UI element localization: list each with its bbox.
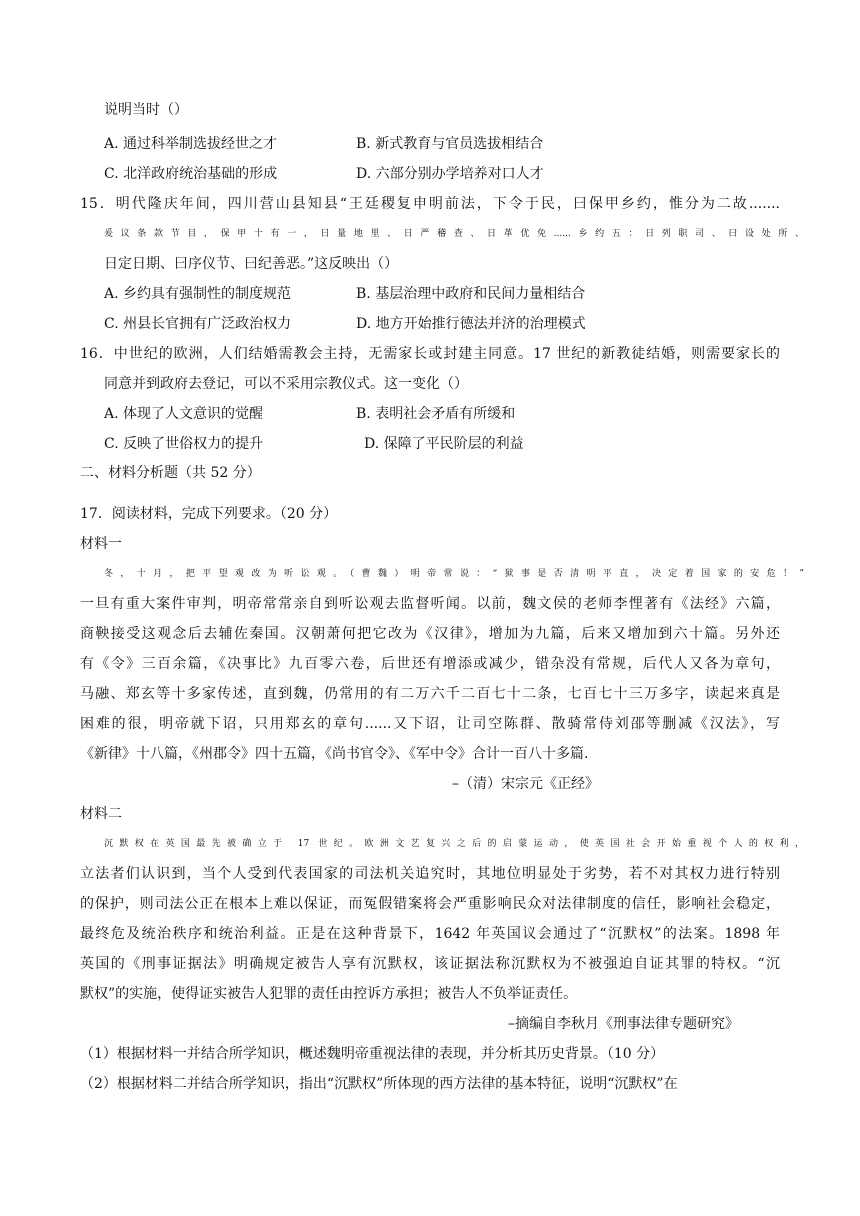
q16-option-a: A. 体现了人文意识的觉醒 (104, 406, 264, 422)
q16-stem-line-2: 同意并到政府去登记，可以不采用宗教仪式。这一变化（） (104, 376, 468, 392)
q16-option-c: C. 反映了世俗权力的提升 (104, 436, 264, 452)
material-2-line: 英国的《刑事证据法》明确规定被告人享有沉默权，该证据法称沉默权为不被强迫自证其罪的特权。“沉 (80, 956, 780, 972)
q15-stem-line-1: 15．明代隆庆年间，四川营山县知县“王廷稷复申明前法，下令于民，曰保甲乡约，惟分为二故....... (80, 196, 780, 212)
material-1-line: 困难的很，明帝就下诏，只用郑玄的章句......又下诏，让司空陈群、散骑常侍刘邵等删减《汉法》，写 (80, 716, 780, 732)
material-2-line: 的保护，则司法公正在根本上难以保证，而冤假错案将会严重影响民众对法律制度的信任，影响社会稳定， (80, 896, 780, 912)
material-2-line: 沉默权在英国最先被确立于 17 世纪。欧洲文艺复兴之后的启蒙运动，使英国社会开始重视个人的权利， (104, 839, 804, 849)
section-heading: 二、材料分析题（共 52 分） (80, 465, 261, 481)
q15-option-c: C. 州县长官拥有广泛政治权力 (104, 316, 292, 332)
q17-sub-question-1: （1）根据材料一并结合所学知识，概述魏明帝重视法律的表现，并分析其历史背景。（10 分） (80, 1046, 665, 1062)
q14-option-a: A. 通过科举制选拔经世之才 (104, 136, 278, 152)
material-1-line: 一旦有重大案件审判，明帝常常亲自到听讼观去监督听闻。以前，魏文侯的老师李悝著有《法经》六篇， (80, 596, 780, 612)
material-2-line: 默权”的实施，使得证实被告人犯罪的责任由控诉方承担；被告人不负举证责任。 (80, 986, 578, 1002)
q15-stem-line-3: 日定日期、曰序仪节、曰纪善恶。”这反映出（） (104, 256, 399, 272)
material-2-line: 立法者们认识到，当个人受到代表国家的司法机关追究时，其地位明显处于劣势，若不对其权力进行特别 (80, 866, 780, 882)
material-1-line: 马融、郑玄等十多家传述，直到魏，仍常用的有二万六千二百七十二条，七百七十三万多字，读起来真是 (80, 686, 780, 702)
q14-stem-end: 说明当时（） (104, 102, 188, 118)
material-1-line: 商鞅接受这观念后去辅佐秦国。汉朝萧何把它改为《汉律》，增加为九篇，后来又增加到六十篇。另外还 (80, 626, 780, 642)
material-1-line: 《新律》十八篇，《州郡令》四十五篇，《尚书官令》、《军中令》合计一百八十多篇. (80, 746, 589, 762)
q17-sub-question-2: （2）根据材料二并结合所学知识，指出“沉默权”所体现的西方法律的基本特征，说明“沉默权”在 (80, 1076, 678, 1092)
material-1-source: –（清）宋宗元《正经》 (452, 776, 599, 792)
q16-option-d: D. 保障了平民阶层的利益 (364, 436, 524, 452)
q15-option-d: D. 地方开始推行德法并济的治理模式 (356, 316, 586, 332)
q14-option-d: D. 六部分别办学培养对口人才 (356, 166, 544, 182)
q15-option-b: B. 基层治理中政府和民间力量相结合 (356, 286, 586, 302)
q14-option-b: B. 新式教育与官员选拔相结合 (356, 136, 544, 152)
material-1-line: 冬，十月，把平望观改为听讼观。（曹魏）明帝常说：“狱事是否清明平直，决定着国家的安危！” (104, 569, 804, 579)
material-2-line: 最终危及统治秩序和统治利益。正是在这种背景下，1642 年英国议会通过了“沉默权”的法案。1898 年 (80, 926, 780, 942)
q17-title: 17．阅读材料，完成下列要求。（20 分） (80, 506, 338, 522)
material-1-line: 有《令》三百余篇，《决事比》九百零六卷，后世还有增添或减少，错杂没有常规，后代人又各为章句， (80, 656, 780, 672)
material-2-label: 材料二 (80, 806, 122, 822)
q15-option-a: A. 乡约具有强制性的制度规范 (104, 286, 292, 302)
q14-option-c: C. 北洋政府统治基础的形成 (104, 166, 278, 182)
material-2-source: –摘编自李秋月《刑事法律专题研究》 (508, 1016, 739, 1032)
material-1-label: 材料一 (80, 536, 122, 552)
q16-option-b: B. 表明社会矛盾有所缓和 (356, 406, 516, 422)
q16-stem-line-1: 16．中世纪的欧洲，人们结婚需教会主持，无需家长或封建主同意。17 世纪的新教徒结婚，则需要家长的 (80, 346, 780, 362)
q15-stem-line-2: 爰议条款节目，保甲十有一，日量地里、日严稽查、日革优免......乡约五：日列职司、曰设处所、 (104, 229, 804, 239)
